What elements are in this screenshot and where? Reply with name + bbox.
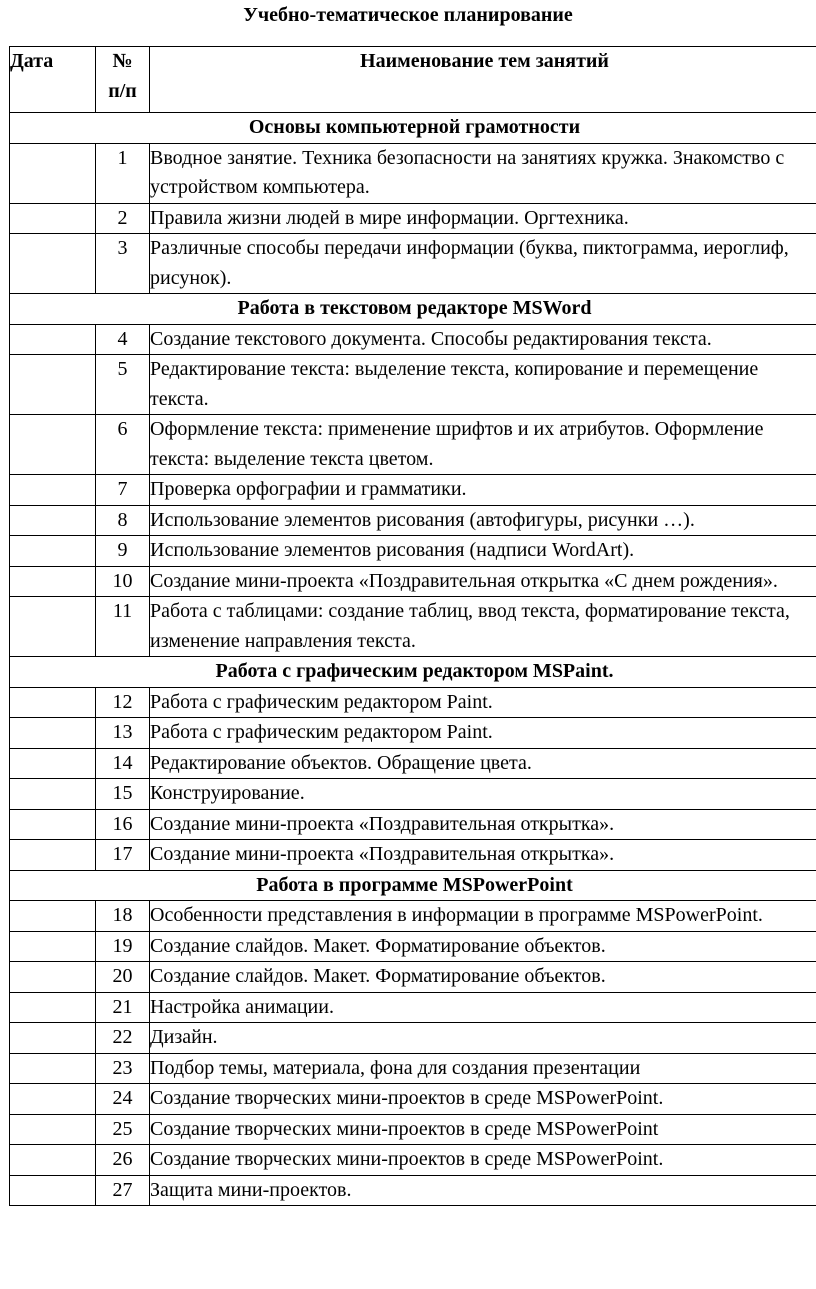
- lesson-topic: Использование элементов рисования (надписи WordArt).: [150, 536, 816, 567]
- lesson-number: 9: [96, 536, 150, 567]
- lesson-topic: Редактирование объектов. Обращение цвета.: [150, 748, 816, 779]
- lesson-topic: Создание мини-проекта «Поздравительная открытка».: [150, 840, 816, 871]
- table-row: [10, 415, 816, 475]
- date-cell: [10, 324, 96, 355]
- date-cell: [10, 992, 96, 1023]
- header-topic: Наименование тем занятий: [150, 47, 816, 113]
- date-cell: [10, 840, 96, 871]
- date-cell: [10, 597, 96, 657]
- date-cell: [10, 203, 96, 234]
- lesson-number: 24: [96, 1084, 150, 1115]
- lesson-number: 7: [96, 475, 150, 506]
- lesson-number: 19: [96, 931, 150, 962]
- date-cell: [10, 1114, 96, 1145]
- lesson-topic: Создание текстового документа. Способы редактирования текста.: [150, 324, 816, 355]
- lesson-topic: Вводное занятие. Техника безопасности на занятиях кружка. Знакомство с устройством компьютера.: [150, 143, 816, 203]
- lesson-topic: Создание слайдов. Макет. Форматирование объектов.: [150, 931, 816, 962]
- date-cell: [10, 779, 96, 810]
- section-title: Работа в программе MSPowerPoint: [10, 870, 816, 901]
- lesson-topic: Оформление текста: применение шрифтов и их атрибутов. Оформление текста: выделение текста цветом.: [150, 415, 816, 475]
- lesson-number: 23: [96, 1053, 150, 1084]
- lesson-topic: Проверка орфографии и грамматики.: [150, 475, 816, 506]
- date-cell: [10, 1053, 96, 1084]
- table-row: [10, 1175, 816, 1206]
- date-cell: [10, 1145, 96, 1176]
- table-row: [10, 931, 816, 962]
- table-row: [10, 536, 816, 567]
- table-row: [10, 687, 816, 718]
- table-row: [10, 143, 816, 203]
- table-row: [10, 203, 816, 234]
- plan-table: [9, 46, 816, 1206]
- table-row: [10, 324, 816, 355]
- date-cell: [10, 505, 96, 536]
- header-number-line1: №: [112, 50, 133, 72]
- lesson-number: 25: [96, 1114, 150, 1145]
- lesson-number: 14: [96, 748, 150, 779]
- date-cell: [10, 1023, 96, 1054]
- section-title: Работа с графическим редактором MSPaint.: [10, 657, 816, 688]
- lesson-topic: Настройка анимации.: [150, 992, 816, 1023]
- section-row: [10, 870, 816, 901]
- lesson-topic: Создание творческих мини-проектов в среде MSPowerPoint: [150, 1114, 816, 1145]
- lesson-topic: Работа с таблицами: создание таблиц, ввод текста, форматирование текста, изменение направления текста.: [150, 597, 816, 657]
- table-row: [10, 1023, 816, 1054]
- date-cell: [10, 901, 96, 932]
- table-row: [10, 718, 816, 749]
- lesson-number: 27: [96, 1175, 150, 1206]
- table-row: [10, 597, 816, 657]
- date-cell: [10, 718, 96, 749]
- lesson-topic: Редактирование текста: выделение текста, копирование и перемещение текста.: [150, 355, 816, 415]
- lesson-number: 10: [96, 566, 150, 597]
- lesson-topic: Создание мини-проекта «Поздравительная открытка «С днем рождения».: [150, 566, 816, 597]
- table-row: [10, 992, 816, 1023]
- table-row: [10, 779, 816, 810]
- lesson-number: 3: [96, 234, 150, 294]
- lesson-number: 8: [96, 505, 150, 536]
- table-header-row: [10, 47, 816, 113]
- table-row: [10, 1145, 816, 1176]
- lesson-number: 4: [96, 324, 150, 355]
- date-cell: [10, 234, 96, 294]
- lesson-number: 22: [96, 1023, 150, 1054]
- lesson-number: 2: [96, 203, 150, 234]
- date-cell: [10, 809, 96, 840]
- lesson-topic: Работа с графическим редактором Paint.: [150, 687, 816, 718]
- lesson-topic: Правила жизни людей в мире информации. Оргтехника.: [150, 203, 816, 234]
- date-cell: [10, 475, 96, 506]
- lesson-number: 12: [96, 687, 150, 718]
- lesson-topic: Создание мини-проекта «Поздравительная открытка».: [150, 809, 816, 840]
- date-cell: [10, 536, 96, 567]
- date-cell: [10, 748, 96, 779]
- header-date: Дата: [10, 47, 96, 113]
- lesson-number: 26: [96, 1145, 150, 1176]
- lesson-number: 11: [96, 597, 150, 657]
- lesson-topic: Различные способы передачи информации (буква, пиктограмма, иероглиф, рисунок).: [150, 234, 816, 294]
- lesson-topic: Защита мини-проектов.: [150, 1175, 816, 1206]
- lesson-topic: Особенности представления в информации в программе MSPowerPoint.: [150, 901, 816, 932]
- section-title: Работа в текстовом редакторе MSWord: [10, 294, 816, 325]
- table-row: [10, 748, 816, 779]
- table-row: [10, 962, 816, 993]
- table-row: [10, 1084, 816, 1115]
- lesson-topic: Создание творческих мини-проектов в среде MSPowerPoint.: [150, 1084, 816, 1115]
- lesson-topic: Создание творческих мини-проектов в среде MSPowerPoint.: [150, 1145, 816, 1176]
- table-row: [10, 475, 816, 506]
- table-row: [10, 505, 816, 536]
- plan-table-body: [10, 113, 816, 1206]
- table-row: [10, 355, 816, 415]
- lesson-topic: Использование элементов рисования (автофигуры, рисунки …).: [150, 505, 816, 536]
- lesson-number: 17: [96, 840, 150, 871]
- section-row: [10, 294, 816, 325]
- lesson-number: 5: [96, 355, 150, 415]
- lesson-topic: Работа с графическим редактором Paint.: [150, 718, 816, 749]
- table-row: [10, 1114, 816, 1145]
- lesson-number: 6: [96, 415, 150, 475]
- lesson-number: 20: [96, 962, 150, 993]
- lesson-number: 15: [96, 779, 150, 810]
- date-cell: [10, 687, 96, 718]
- lesson-topic: Подбор темы, материала, фона для создания презентации: [150, 1053, 816, 1084]
- date-cell: [10, 1175, 96, 1206]
- lesson-number: 1: [96, 143, 150, 203]
- lesson-number: 21: [96, 992, 150, 1023]
- table-row: [10, 1053, 816, 1084]
- table-row: [10, 840, 816, 871]
- table-row: [10, 566, 816, 597]
- section-row: [10, 657, 816, 688]
- section-row: [10, 113, 816, 144]
- page-title: Учебно-тематическое планирование: [243, 4, 573, 26]
- lesson-topic: Создание слайдов. Макет. Форматирование объектов.: [150, 962, 816, 993]
- date-cell: [10, 355, 96, 415]
- lesson-number: 16: [96, 809, 150, 840]
- table-row: [10, 234, 816, 294]
- lesson-topic: Дизайн.: [150, 1023, 816, 1054]
- date-cell: [10, 415, 96, 475]
- date-cell: [10, 962, 96, 993]
- lesson-topic: Конструирование.: [150, 779, 816, 810]
- lesson-number: 13: [96, 718, 150, 749]
- date-cell: [10, 143, 96, 203]
- date-cell: [10, 1084, 96, 1115]
- table-row: [10, 809, 816, 840]
- date-cell: [10, 931, 96, 962]
- lesson-number: 18: [96, 901, 150, 932]
- table-row: [10, 901, 816, 932]
- section-title: Основы компьютерной грамотности: [10, 113, 816, 144]
- date-cell: [10, 566, 96, 597]
- header-number-line2: п/п: [108, 79, 137, 102]
- header-number: [96, 47, 150, 113]
